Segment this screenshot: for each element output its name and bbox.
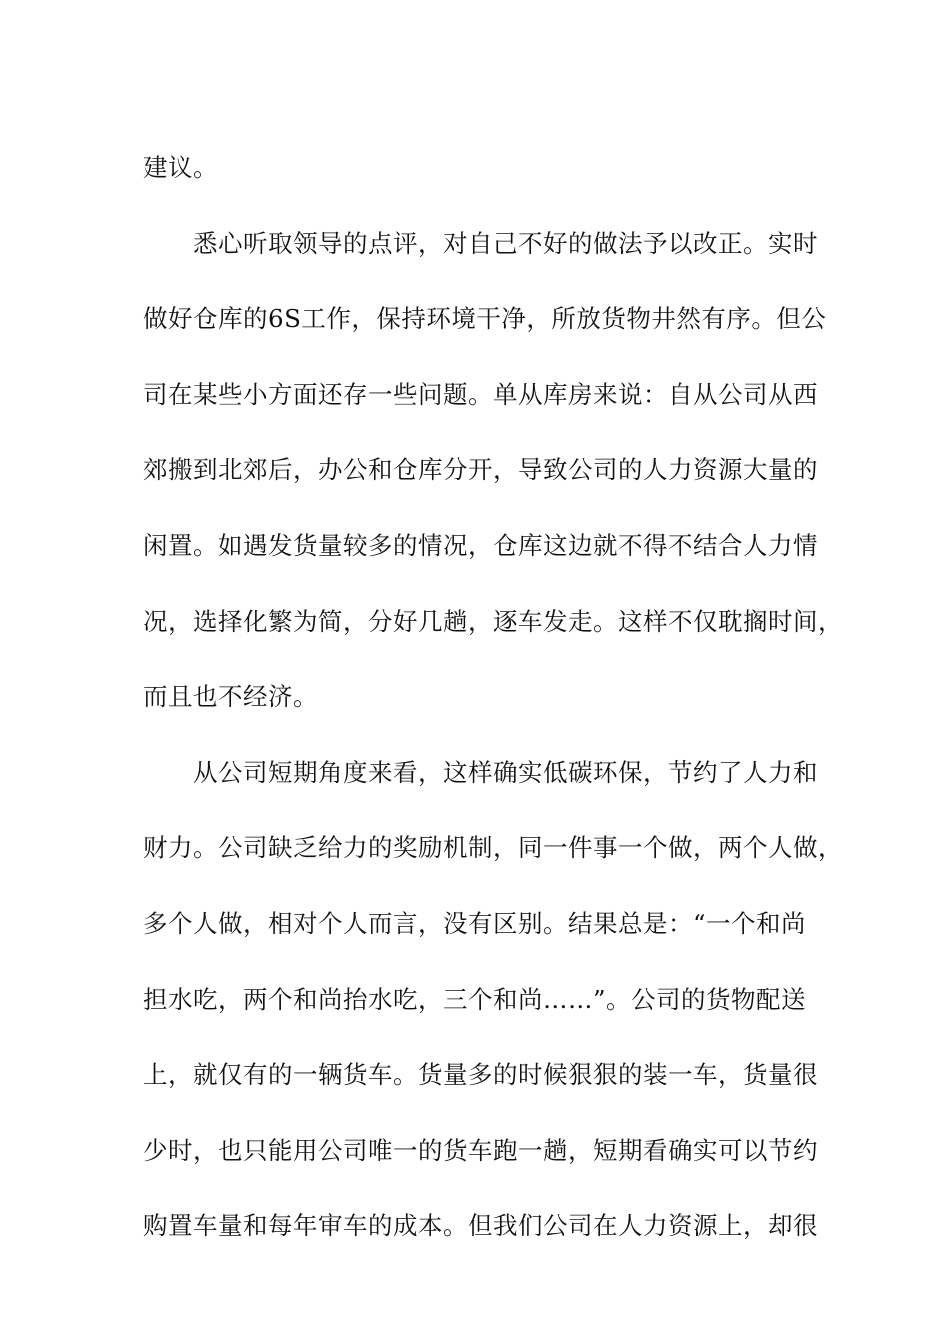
- text-line-13: 上，就仅有的一辆货车。货量多的时候狠狠的装一车，货量很: [143, 1060, 818, 1090]
- text-line-2: 悉心听取领导的点评，对自己不好的做法予以改正。实时: [193, 228, 818, 258]
- text-line-8: 而且也不经济。: [143, 682, 318, 712]
- text-line-11: 多个人做，相对个人而言，没有区别。结果总是：“一个和尚: [143, 908, 807, 938]
- text-line-12: 担水吃，两个和尚抬水吃，三个和尚……”。公司的货物配送: [143, 984, 807, 1014]
- text-line-9: 从公司短期角度来看，这样确实低碳环保，节约了人力和: [193, 757, 818, 787]
- text-line-10: 财力。公司缺乏给力的奖励机制，同一件事一个做，两个人做，: [143, 833, 843, 863]
- text-line-14: 少时，也只能用公司唯一的货车跑一趟，短期看确实可以节约: [143, 1135, 818, 1165]
- text-line-5: 郊搬到北郊后，办公和仓库分开，导致公司的人力资源大量的: [143, 455, 818, 485]
- text-line-6: 闲置。如遇发货量较多的情况，仓库这边就不得不结合人力情: [143, 530, 818, 560]
- text-line-1: 建议。: [143, 153, 218, 182]
- text-line-15: 购置车量和每年审车的成本。但我们公司在人力资源上，却很: [143, 1211, 818, 1241]
- text-line-3: 做好仓库的6S工作，保持环境干净，所放货物井然有序。但公: [143, 304, 827, 334]
- text-line-4: 司在某些小方面还存一些问题。单从库房来说：自从公司从西: [143, 379, 818, 409]
- text-line-7: 况，选择化繁为简，分好几趟，逐车发走。这样不仅耽搁时间，: [143, 606, 843, 636]
- document-body: [143, 130, 843, 1264]
